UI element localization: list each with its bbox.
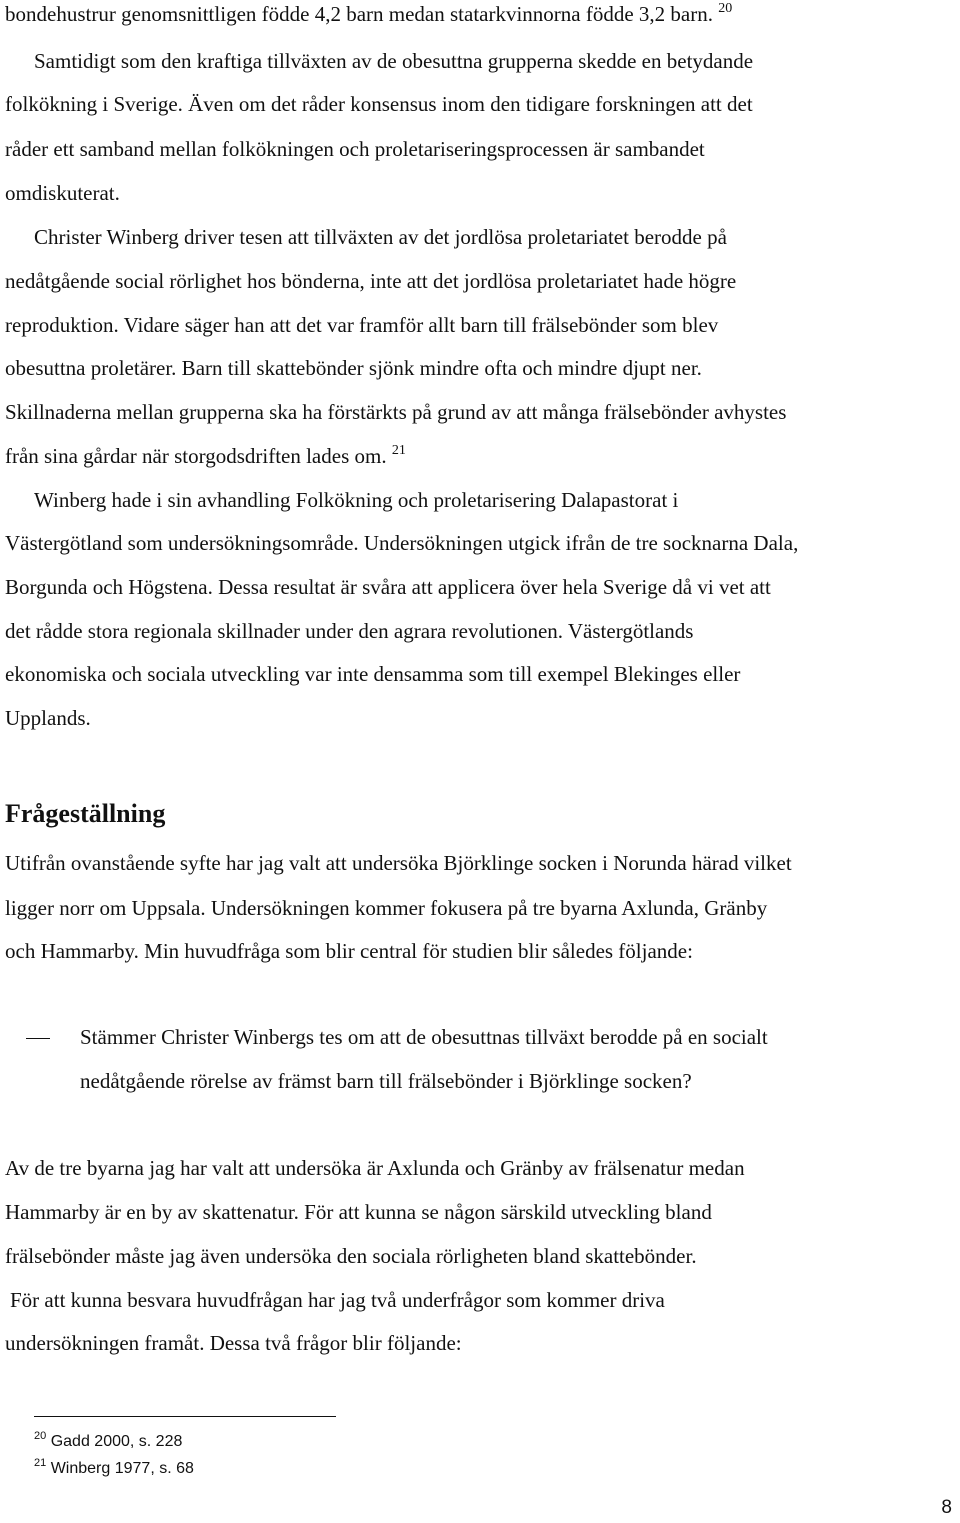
text-line: bondehustrur genomsnittligen födde 4,2 barn medan statarkvinnorna födde 3,2 barn. $^{20}$ — [5, 1, 733, 26]
footnote-text: Winberg 1977, s. 68 — [50, 1460, 194, 1477]
text-line: råder ett samband mellan folkökningen och proletariseringsprocessen är sambandet — [5, 137, 705, 161]
text-line: obesuttna proletärer. Barn till skattebönder sjönk mindre ofta och mindre djupt ner. — [5, 356, 702, 380]
text-line: nedåtgående social rörlighet hos bönderna, inte att det jordlösa proletariatet hade högre — [5, 269, 737, 293]
research-question-line: Stämmer Christer Winbergs tes om att de obesuttnas tillväxt berodde på en socialt — [80, 1025, 768, 1049]
section-heading: Frågeställning — [5, 799, 166, 828]
text-line: ligger norr om Uppsala. Undersökningen kommer fokusera på tre byarna Axlunda, Gränby — [5, 896, 768, 920]
footnote-number: 20 — [34, 1430, 47, 1442]
footnote — [34, 1459, 194, 1479]
research-question-line: nedåtgående rörelse av främst barn till frälsebönder i Björklinge socken? — [80, 1069, 692, 1093]
footnote-number: 21 — [34, 1457, 47, 1469]
text-line: Utifrån ovanstående syfte har jag valt att undersöka Björklinge socken i Norunda härad vilket — [5, 851, 792, 875]
list-dash — [26, 1038, 50, 1039]
footnote-separator — [34, 1416, 336, 1417]
text-line: Samtidigt som den kraftiga tillväxten av de obesuttna grupperna skedde en betydande — [34, 49, 754, 73]
text-line: För att kunna besvara huvudfrågan har jag två underfrågor som kommer driva — [10, 1288, 665, 1312]
text-line: Av de tre byarna jag har valt att undersöka är Axlunda och Gränby av frälsenatur medan — [5, 1156, 745, 1180]
text-line: det rådde stora regionala skillnader under den agrara revolutionen. Västergötlands — [5, 619, 694, 643]
text-line: reproduktion. Vidare säger han att det var framför allt barn till frälsebönder som blev — [5, 313, 719, 337]
footnote-ref[interactable]: 20 — [718, 1, 733, 16]
text-line: Hammarby är en by av skattenatur. För att kunna se någon särskild utveckling bland — [5, 1200, 712, 1224]
text-line: omdiskuterat. — [5, 181, 120, 205]
text-line: Borgunda och Högstena. Dessa resultat är svåra att applicera över hela Sverige då vi vet att — [5, 575, 771, 599]
text-line: Winberg hade i sin avhandling Folkökning och proletarisering Dalapastorat i — [34, 488, 679, 512]
footnote-ref[interactable]: 21 — [391, 443, 406, 458]
footnote-text: Gadd 2000, s. 228 — [50, 1433, 183, 1450]
text-line: och Hammarby. Min huvudfråga som blir central för studien blir således följande: — [5, 939, 693, 963]
page-number: 8 — [941, 1497, 952, 1518]
text-line: Christer Winberg driver tesen att tillväxten av det jordlösa proletariatet berodde på — [34, 225, 727, 249]
text-line: undersökningen framåt. Dessa två frågor blir följande: — [5, 1331, 462, 1355]
text-line: från sina gårdar när storgodsdriften lades om. $^{21}$ — [5, 443, 406, 468]
text-line: ekonomiska och sociala utveckling var inte densamma som till exempel Blekinges eller — [5, 662, 741, 686]
text-line: Upplands. — [5, 706, 91, 730]
text-line: Skillnaderna mellan grupperna ska ha förstärkts på grund av att många frälsebönder avhystes — [5, 400, 787, 424]
footnote — [34, 1432, 182, 1452]
text-line: Västergötland som undersökningsområde. Undersökningen utgick ifrån de tre socknarna Dala, — [5, 531, 799, 555]
text-line: frälsebönder måste jag även undersöka den sociala rörligheten bland skattebönder. — [5, 1244, 697, 1268]
text-line: folkökning i Sverige. Även om det råder konsensus inom den tidigare forskningen att det — [5, 92, 753, 116]
